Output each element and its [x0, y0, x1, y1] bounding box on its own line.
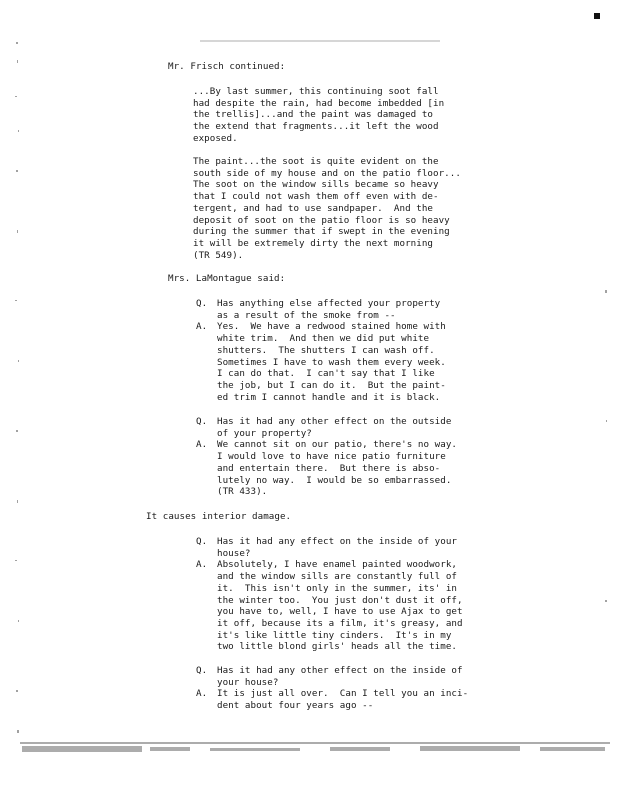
- speaker-heading-lamontague: Mrs. LaMontague said:: [168, 273, 286, 284]
- section-heading-interior-damage: It causes interior damage.: [146, 511, 292, 522]
- question-line: as a result of the smoke from --: [217, 309, 396, 321]
- corner-scan-mark: [594, 13, 600, 19]
- answer-marker: A.: [196, 439, 208, 451]
- frisch-p2-line: The paint...the soot is quite evident on the: [193, 156, 439, 167]
- frisch-p2-line: it will be extremely dirty the next morning: [193, 237, 433, 249]
- frisch-p2-line: deposit of soot on the patio floor is so heavy: [193, 214, 450, 226]
- answer-line: I can do that. I can't say that I like: [217, 368, 435, 380]
- answer-line: (TR 433).: [217, 486, 268, 498]
- answer-line: shutters. The shutters I can wash off.: [217, 344, 435, 356]
- answer-line: Yes. We have a redwood stained home with: [217, 321, 446, 333]
- answer-line: the winter too. You just don't dust it off,: [217, 594, 463, 606]
- frisch-p2-line: during the summer that if swept in the evening: [193, 226, 450, 238]
- speaker-heading-frisch: Mr. Frisch continued:: [168, 61, 286, 72]
- question-line: of your property?: [217, 427, 312, 439]
- answer-line: It is just all over. Can I tell you an inci-: [217, 688, 469, 700]
- question-marker: Q.: [196, 665, 208, 676]
- frisch-p2-line: tergent, and had to use sandpaper. And the: [193, 202, 433, 214]
- question-line: Has anything else affected your property: [217, 298, 441, 309]
- answer-line: ed trim I cannot handle and it is black.: [217, 391, 441, 403]
- answer-marker: A.: [196, 321, 208, 333]
- answer-line: lutely no way. I would be so embarrassed.: [217, 474, 452, 486]
- frisch-p2-line: (TR 549).: [193, 249, 244, 261]
- frisch-p1-line: the trellis]...and the paint was damaged to: [193, 109, 433, 121]
- question-line: Has it had any other effect on the inside of: [217, 665, 463, 676]
- answer-line: two little blond girls' heads all the time.: [217, 641, 457, 653]
- answer-line: it. This isn't only in the summer, its' in: [217, 582, 457, 594]
- answer-marker: A.: [196, 688, 208, 700]
- answer-line: you have to, well, I have to use Ajax to get: [217, 606, 463, 618]
- question-marker: Q.: [196, 416, 208, 427]
- frisch-p1-line: the extend that fragments...it left the wood: [193, 121, 439, 133]
- frisch-p1-line: had despite the rain, had become imbedded [in: [193, 97, 445, 109]
- answer-line: I would love to have nice patio furniture: [217, 451, 446, 463]
- answer-line: and the window sills are constantly full of: [217, 571, 457, 583]
- question-line: Has it had any other effect on the outside: [217, 416, 452, 427]
- frisch-p1-line: ...By last summer, this continuing soot fall: [193, 86, 439, 97]
- answer-line: the job, but I can do it. But the paint-: [217, 379, 446, 391]
- answer-line: We cannot sit on our patio, there's no way.: [217, 439, 457, 451]
- question-marker: Q.: [196, 536, 208, 547]
- frisch-p2-line: that I could not wash them off even with de-: [193, 191, 439, 203]
- answer-marker: A.: [196, 559, 208, 571]
- question-line: house?: [217, 547, 251, 559]
- question-line: your house?: [217, 676, 279, 688]
- answer-line: white trim. And then we did put white: [217, 333, 430, 345]
- frisch-p2-line: The soot on the window sills became so heavy: [193, 179, 439, 191]
- answer-line: Sometimes I have to wash them every week.: [217, 356, 446, 368]
- answer-line: and entertain there. But there is abso-: [217, 462, 441, 474]
- question-marker: Q.: [196, 298, 208, 309]
- answer-line: it's like little tiny cinders. It's in my: [217, 629, 452, 641]
- question-line: Has it had any effect on the inside of your: [217, 536, 457, 547]
- answer-line: Absolutely, I have enamel painted woodwork,: [217, 559, 457, 571]
- frisch-p2-line: south side of my house and on the patio floor...: [193, 167, 461, 179]
- frisch-p1-line: exposed.: [193, 132, 238, 144]
- answer-line: it off, because its a film, it's greasy, and: [217, 617, 463, 629]
- answer-line: dent about four years ago --: [217, 700, 374, 712]
